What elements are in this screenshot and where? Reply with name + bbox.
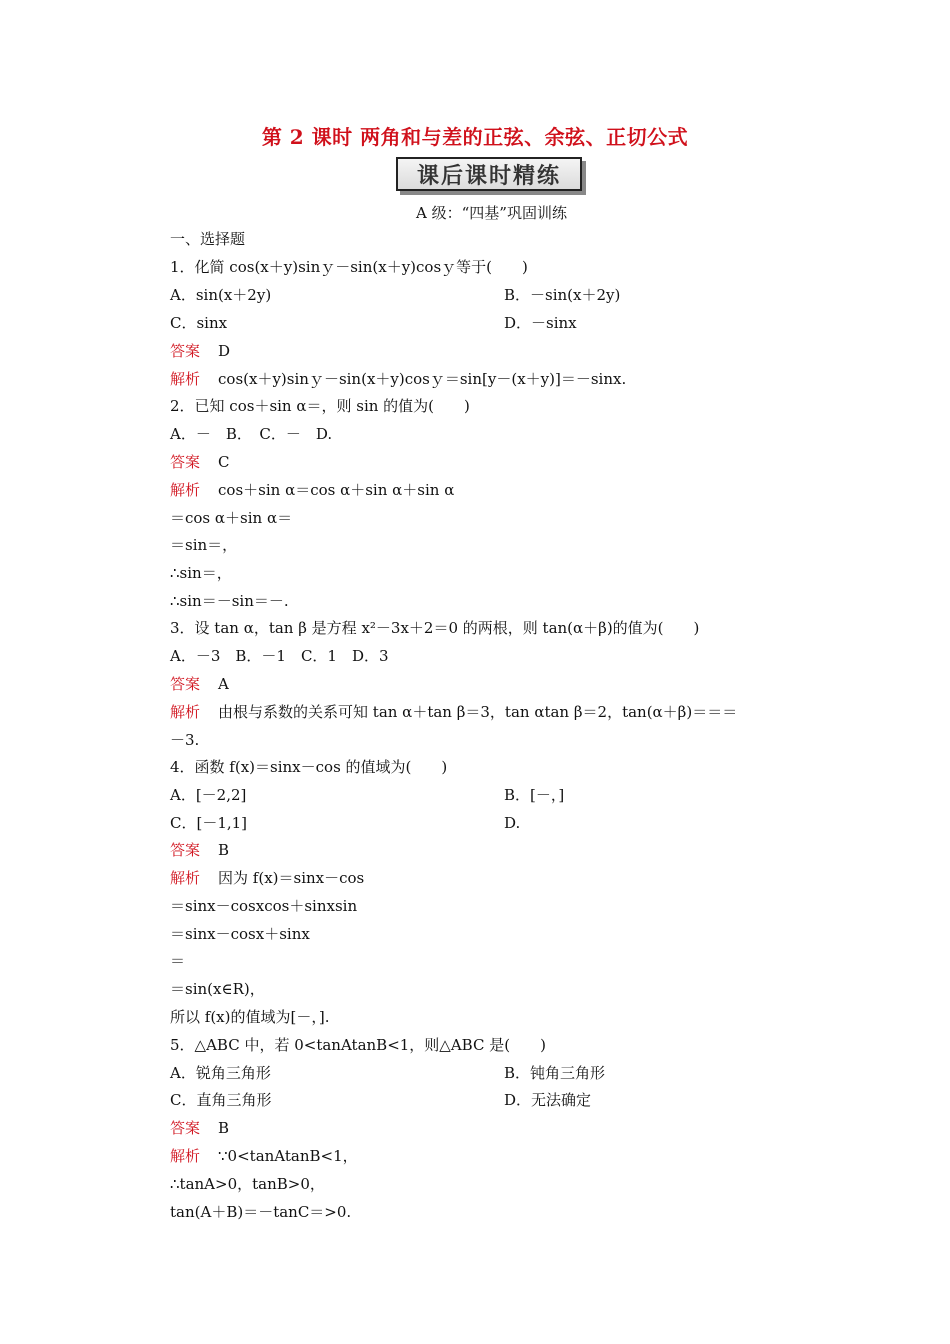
q5-option-c: C．直角三角形 [170,1091,272,1109]
q4-answer: 答案 B [170,841,230,859]
q2-step: ∴sin＝－sin＝－. [170,592,289,610]
q4-option-b: B．[－，] [504,786,565,804]
q4-option-d: D. [504,814,521,832]
q2-answer: 答案 C [170,453,230,471]
q4-step: ＝sin(x∈R)， [170,980,265,998]
q4-step: ＝sinx－cosx＋sinx [170,925,310,943]
q2-stem: 2．已知 cos＋sin α＝，则 sin 的值为( ) [170,397,470,415]
q5-stem: 5．△ABC 中，若 0<tanAtanB<1，则△ABC 是( ) [170,1036,546,1054]
q1-option-d: D．－sinx [504,314,577,332]
q5-analysis: 解析 ∵0<tanAtanB<1， [170,1147,358,1165]
q3-analysis-cont: －3. [170,731,200,749]
q1-answer: 答案 D [170,342,231,360]
q2-step: ＝cos α＋sin α＝ [170,509,293,527]
q3-analysis: 解析 由根与系数的关系可知 tan α＋tan β＝3，tan αtan β＝2，tan(α＋β)＝＝＝ [170,703,738,721]
q1-option-b: B．－sin(x＋2y) [504,286,621,304]
q1-analysis: 解析 cos(x＋y)sinｙ－sin(x＋y)cosｙ＝sin[y－(x＋y)]＝－sinx. [170,370,627,388]
q2-options: A．－ B． C．－ D. [170,425,333,443]
q2-analysis: 解析 cos＋sin α＝cos α＋sin α＋sin α [170,481,455,499]
q4-option-a: A．[－2,2] [170,786,247,804]
q5-option-a: A．锐角三角形 [170,1064,271,1082]
level-heading: A 级：“四基”巩固训练 [416,204,567,222]
q4-stem: 4．函数 f(x)＝sinx－cos 的值域为( ) [170,758,448,776]
q5-step: ∴tanA>0，tanB>0， [170,1175,325,1193]
q3-stem: 3．设 tan α，tan β 是方程 x²－3x＋2＝0 的两根，则 tan(α＋β)的值为( ) [170,619,700,637]
q5-option-b: B．钝角三角形 [504,1064,606,1082]
q5-step: tan(A＋B)＝－tanC＝>0. [170,1203,352,1221]
banner-text: 课后课时精练 [416,163,561,189]
q2-step: ＝sin＝， [170,536,238,554]
q5-option-d: D．无法确定 [504,1091,592,1109]
q5-answer: 答案 B [170,1119,230,1137]
q1-stem: 1．化简 cos(x＋y)sinｙ－sin(x＋y)cosｙ等于( ) [170,258,528,276]
q4-step: ＝sinx－cosxcos＋sinxsin [170,897,358,915]
q1-option-c: C．sinx [170,314,228,332]
exercise-banner [396,157,582,191]
section-heading: 一、选择题 [170,230,246,248]
lesson-title: 第 2 课时 两角和与差的正弦、余弦、正切公式 [261,125,689,149]
q4-analysis: 解析 因为 f(x)＝sinx－cos [170,869,365,887]
q1-option-a: A．sin(x＋2y) [170,286,272,304]
q4-step: 所以 f(x)的值域为[－，]. [170,1008,330,1026]
q4-step: ＝ [170,952,186,970]
q3-options: A．－3 B．－1 C．1 D．3 [170,647,389,665]
q3-answer: 答案 A [170,675,229,693]
q2-step: ∴sin＝， [170,564,232,582]
q4-option-c: C．[－1,1] [170,814,248,832]
